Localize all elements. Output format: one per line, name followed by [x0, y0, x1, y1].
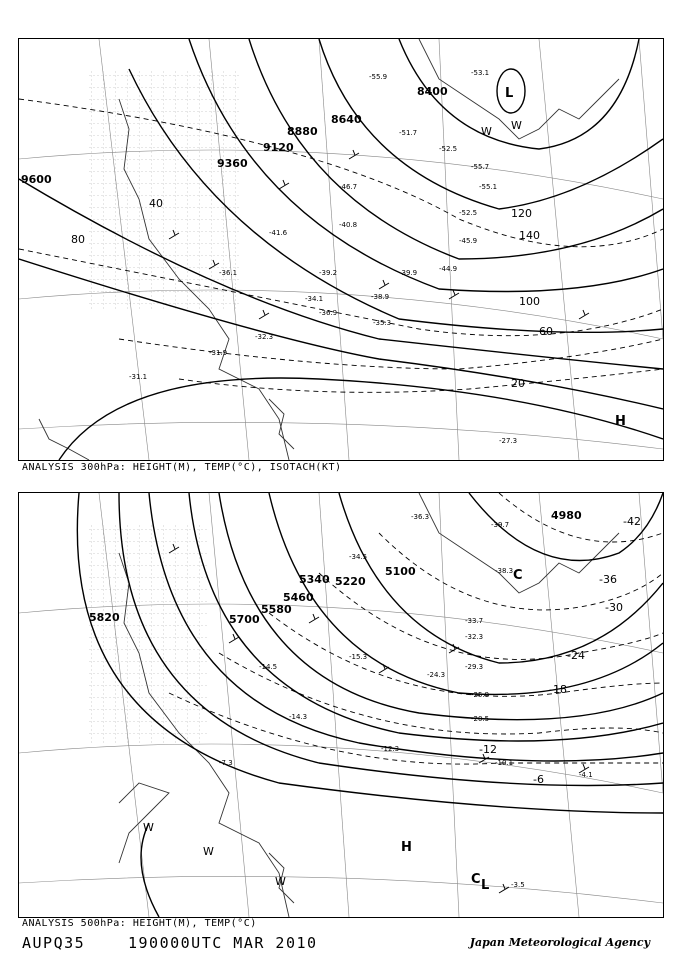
cold-center-label: C [471, 872, 481, 887]
isotherm-label: -18 [549, 683, 567, 696]
temp-value: -20.5 [471, 715, 490, 723]
temp-value: -31.1 [129, 373, 148, 381]
high-center-label: H [615, 414, 626, 429]
temp-value: -41.6 [269, 229, 288, 237]
cold-center-label: C [513, 568, 523, 583]
temp-value: -14.5 [259, 663, 278, 671]
isotherm-label: -6 [533, 773, 544, 786]
height-label: 8400 [417, 85, 448, 98]
valid-time: 190000UTC MAR 2010 [128, 934, 318, 952]
temp-value: -36.3 [411, 513, 430, 521]
temp-value: -36.1 [219, 269, 238, 277]
height-label: 9360 [217, 157, 248, 170]
wind-barbs [169, 544, 589, 893]
height-label: 5460 [283, 591, 314, 604]
temp-value: -38.3 [495, 567, 514, 575]
temp-value: -39.2 [319, 269, 338, 277]
height-label: 9600 [21, 173, 52, 186]
isotherm-label: -36 [599, 573, 617, 586]
height-label: 8640 [331, 113, 362, 126]
temp-value: -52.5 [459, 209, 478, 217]
height-label: 9120 [263, 141, 294, 154]
temp-value: -7.3 [219, 759, 233, 767]
temp-value: -29.3 [465, 663, 484, 671]
temp-value: -45.9 [459, 237, 478, 245]
caption-500hpa: ANALYSIS 500hPa: HEIGHT(M), TEMP(°C) [22, 918, 257, 929]
temp-value: -27.3 [499, 437, 518, 445]
temp-value: -52.5 [439, 145, 458, 153]
height-label: 5700 [229, 613, 260, 626]
wind-marker: W [275, 875, 286, 888]
isotach-label: 100 [519, 295, 540, 308]
isotach-label: 80 [71, 233, 85, 246]
isotach-label: 120 [511, 207, 532, 220]
isotach-label: 60 [539, 325, 553, 338]
temp-value: -32.3 [465, 633, 484, 641]
agency-name: Japan Meteorological Agency [469, 936, 650, 949]
height-label: 5340 [299, 573, 330, 586]
temp-value: -53.1 [471, 69, 490, 77]
isotherm-contours [169, 493, 663, 764]
wind-marker: W [481, 125, 492, 138]
wind-marker: W [143, 821, 154, 834]
wind-marker: W [511, 119, 522, 132]
temp-value: -31.9 [209, 349, 228, 357]
wind-marker: W [203, 845, 214, 858]
grid-shading [89, 69, 239, 309]
temp-value: -10.1 [495, 759, 514, 767]
isotach-label: 140 [519, 229, 540, 242]
temp-value: -34.1 [305, 295, 324, 303]
temp-value: -4.1 [579, 771, 593, 779]
isotherm-label: -12 [479, 743, 497, 756]
temp-value: -25.9 [471, 691, 490, 699]
temp-value: -3.5 [511, 881, 525, 889]
pressure-centers [401, 568, 523, 893]
height-label: 5100 [385, 565, 416, 578]
temp-value: -40.8 [339, 221, 358, 229]
temp-value: -33.7 [465, 617, 484, 625]
isotach-label: 40 [149, 197, 163, 210]
temp-value: -39.9 [399, 269, 418, 277]
map-500hpa [19, 493, 663, 917]
chart-300hpa [18, 38, 664, 461]
temp-value: -44.9 [439, 265, 458, 273]
height-label: 8880 [287, 125, 318, 138]
isotherm-label: -30 [605, 601, 623, 614]
low-center-label: L [481, 878, 490, 893]
temp-value: -55.9 [369, 73, 388, 81]
isotherm-label: -42 [623, 515, 641, 528]
height-label: 5580 [261, 603, 292, 616]
temp-value: -36.9 [319, 309, 338, 317]
high-center-label: H [401, 840, 412, 855]
temp-value: -14.3 [289, 713, 308, 721]
temp-value: -55.1 [479, 183, 498, 191]
temp-value: -15.3 [349, 653, 368, 661]
chart-500hpa [18, 492, 664, 918]
map-300hpa [19, 39, 663, 460]
height-label: 5820 [89, 611, 120, 624]
isotherm-labels [479, 515, 641, 786]
isotach-label: 20 [511, 377, 525, 390]
height-label: 4980 [551, 509, 582, 522]
temp-value: -51.7 [399, 129, 418, 137]
temp-value: -39.7 [491, 521, 510, 529]
height-label: 5220 [335, 575, 366, 588]
low-center-label: L [505, 86, 514, 101]
product-id: AUPQ35 [22, 934, 86, 952]
temp-value: -24.3 [427, 671, 446, 679]
temp-value: -35.3 [373, 319, 392, 327]
isotherm-label: -24 [567, 649, 585, 662]
temp-value: -55.7 [471, 163, 490, 171]
temp-value: -34.5 [349, 553, 368, 561]
temp-value: -32.3 [255, 333, 274, 341]
temp-value: -12.3 [381, 745, 400, 753]
caption-300hpa: ANALYSIS 300hPa: HEIGHT(M), TEMP(°C), ISOTACH(KT) [22, 462, 342, 473]
wind-markers [143, 821, 286, 888]
temp-value: -46.7 [339, 183, 358, 191]
temp-value: -38.9 [371, 293, 390, 301]
